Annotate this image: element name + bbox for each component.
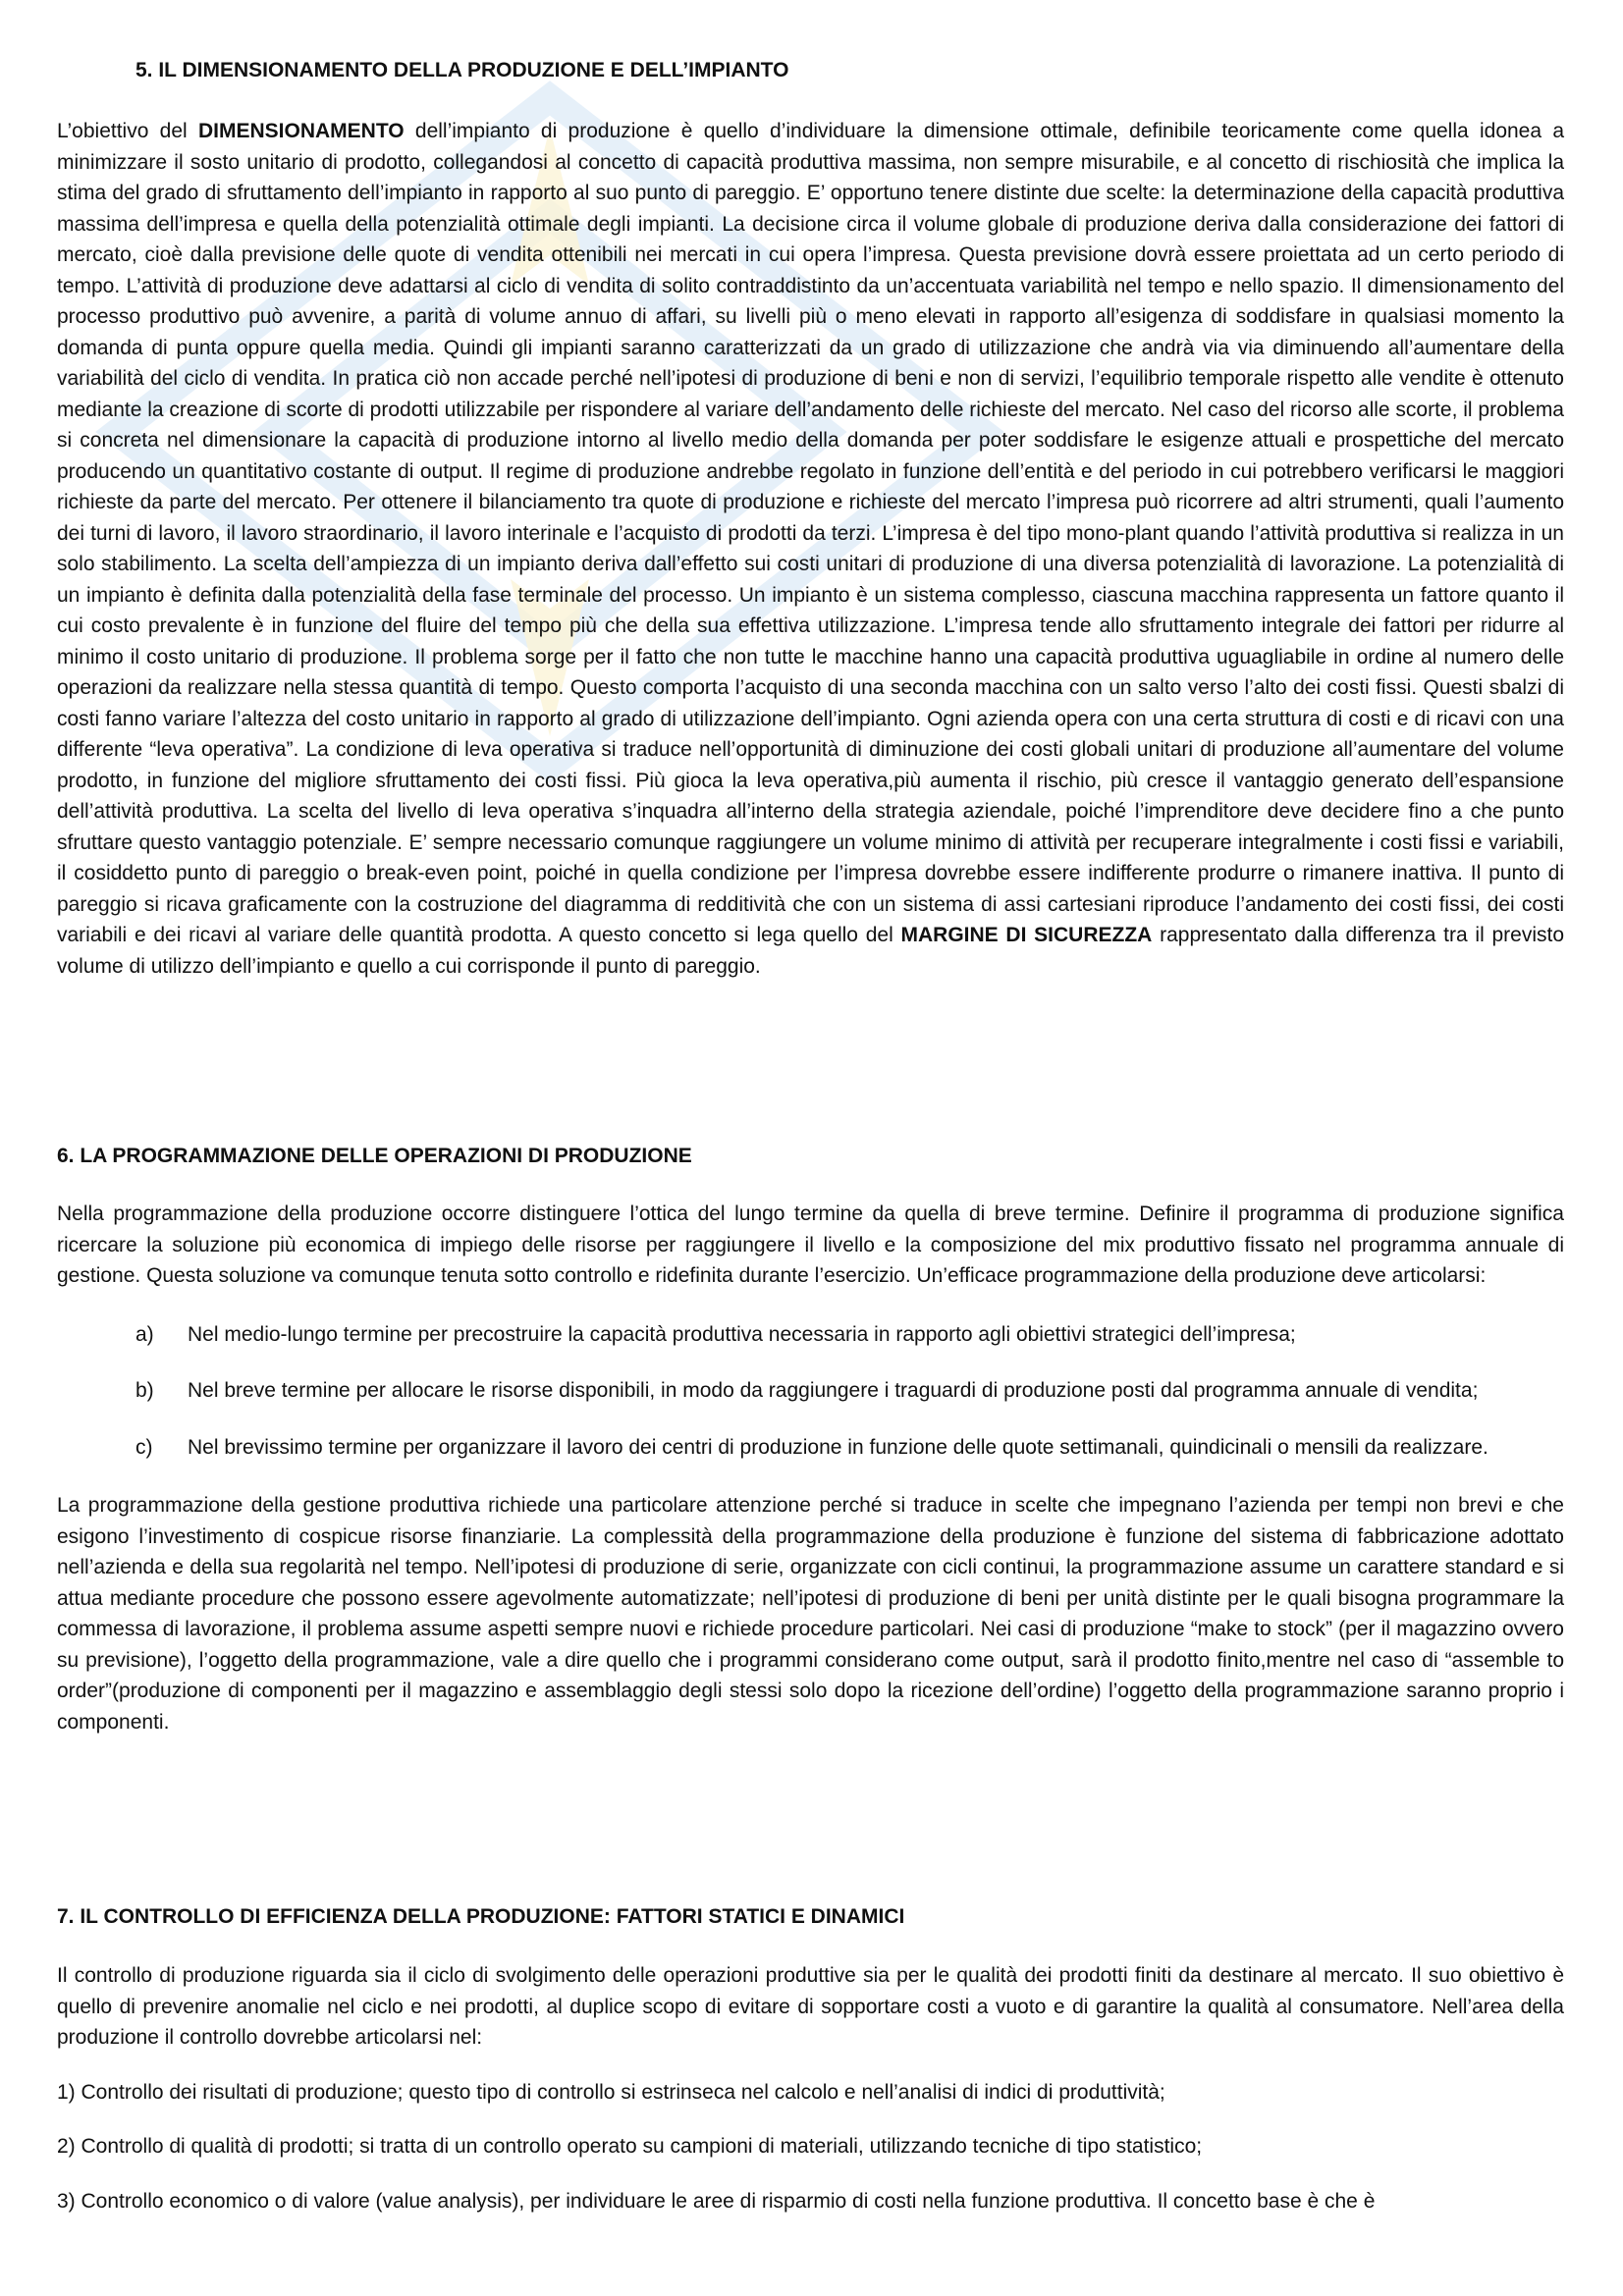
section-6-list bbox=[57, 1319, 1564, 1464]
section-5-body bbox=[57, 116, 1564, 982]
list-text: Nel medio-lungo termine per precostruire la capacità produttiva necessaria in rapporto agli obiettivi strategici dell’impresa; bbox=[188, 1322, 1296, 1346]
section-6-title: 6. LA PROGRAMMAZIONE DELLE OPERAZIONI DI PRODUZIONE bbox=[57, 1145, 692, 1167]
p1-e: rappresentato dalla differenza tra il previsto volume di utilizzo dell’impianto e quello a cui corrisponde il punto di pareggio. bbox=[57, 924, 1565, 978]
list-text: Nel breve termine per allocare le risorse disponibili, in modo da raggiungere i traguardi di produzione posti dal programma annuale di vendita; bbox=[188, 1379, 1479, 1402]
control-point-3: 3) Controllo economico o di valore (value analysis), per individuare le aree di risparmio di costi nella funzione produttiva. Il concetto base è che è bbox=[57, 2189, 1376, 2213]
p1-a: L’obiettivo del bbox=[57, 120, 198, 142]
list-item bbox=[57, 1432, 1564, 1464]
list-marker: b) bbox=[135, 1379, 154, 1402]
list-text: Nel brevissimo termine per organizzare il lavoro dei centri di produzione in funzione delle quote settimanali, quindicinali o mensili da realizzare. bbox=[188, 1435, 1488, 1459]
dimensionamento-term: DIMENSIONAMENTO bbox=[198, 120, 405, 142]
section-6-intro: Nella programmazione della produzione occorre distinguere l’ottica del lungo termine da quella di breve termine. Definire il programma di produzione significa ricercare la soluzione più economica di impiego delle risorse per raggiungere il livello e la composizione del mix produttivo fissato nel programma annuale di gestione. Questa soluzione va comunque tenuta sotto controllo e ridefinita durante l’esercizio. Un’efficace programmazione della produzione deve articolarsi: bbox=[57, 1202, 1564, 1287]
section-7 bbox=[57, 1901, 1564, 1933]
control-point-2: 2) Controllo di qualità di prodotti; si tratta di un controllo operato su campioni di materiali, utilizzando tecniche di tipo statistico; bbox=[57, 2135, 1203, 2158]
section-5 bbox=[57, 55, 1564, 86]
section-6-body bbox=[57, 1199, 1564, 1737]
list-marker: a) bbox=[135, 1322, 154, 1346]
section-7-body bbox=[57, 1960, 1564, 2216]
section-5-paragraph bbox=[57, 116, 1564, 982]
section-7-intro: Il controllo di produzione riguarda sia il ciclo di svolgimento delle operazioni produttive sia per le qualità dei prodotti finiti da destinare al mercato. Il suo obiettivo è quello di prevenire anomalie nel ciclo e nei prodotti, al duplice scopo di evitare di sopportare costi a vuoto e di garantire la qualità al consumatore. Nell’area della produzione il controllo dovrebbe articolarsi nel: bbox=[57, 1964, 1564, 2049]
control-point-1: 1) Controllo dei risultati di produzione; questo tipo di controllo si estrinseca nel calcolo e nell’analisi di indici di produttività; bbox=[57, 2080, 1165, 2104]
section-6 bbox=[57, 1141, 1564, 1172]
section-7-title: 7. IL CONTROLLO DI EFFICIENZA DELLA PRODUZIONE: FATTORI STATICI E DINAMICI bbox=[57, 1905, 905, 1928]
margine-term: MARGINE DI SICUREZZA bbox=[900, 924, 1153, 946]
list-item bbox=[57, 1375, 1564, 1407]
p1-c: dell’impianto di produzione è quello d’individuare la dimensione ottimale, definibile teoricamente come quella idonea a minimizzare il sosto unitario di prodotto, collegandosi al concetto di capacità produttiva massima, non sempre misurabile, e al concetto di rischiosità che implica la stima del grado di sfruttamento dell’impianto in rapporto al suo punto di pareggio. E’ opportuno tenere distinte due scelte: la determinazione della capacità produttiva massima dell’impresa e quella della potenzialità ottimale degli impianti. La decisione circa il volume globale di produzione deriva dalla considerazione dei fattori di mercato, cioè dalla previsione delle quote di vendita ottenibili nei mercati in cui opera l’impresa. Questa previsione dovrà essere proiettata ad un certo periodo di tempo. L’attività di produzione deve adattarsi al ciclo di vendita di solito contraddistinto da un’accentuata variabilità nel tempo e nello spazio. Il dimensionamento del processo produttivo può avvenire, a parità di volume annuo di affari, su livelli più o meno elevati in rapporto all’esigenza di soddisfare in qualsiasi momento la domanda di punta oppure quella media. Quindi gli impianti saranno caratterizzati da un grado di utilizzazione che andrà via via diminuendo all’aumentare della variabilità del ciclo di vendita. In pratica ciò non accade perché nell’ipotesi di produzione di beni e non di servizi, l’equilibrio temporale rispetto alle vendite è ottenuto mediante la creazione di scorte di prodotti utilizzabile per rispondere al variare dell’andamento delle richieste del mercato. Nel caso del ricorso alle scorte, il problema si concreta nel dimensionare la capacità di produzione intorno al livello medio della domanda per poter soddisfare le esigenze attuali e prospettiche del mercato producendo un quantitativo costante di output. Il regime di produzione andrebbe regolato in funzione dell’entità e del periodo in cui potrebbero verificarsi le maggiori richieste da parte del mercato. Per ottenere il bilanciamento tra quote di produzione e richieste del mercato l’impresa può ricorrere ad altri strumenti, quali l’aumento dei turni di lavoro, il lavoro straordinario, il lavoro interinale e l’acquisto di prodotti da terzi. L’impresa è del tipo mono-plant quando l’attività produttiva si realizza in un solo stabilimento. La scelta dell’ampiezza di un impianto deriva dall’effetto sui costi unitari di produzione di una diversa potenzialità di lavorazione. La potenzialità di un impianto è definita dalla potenzialità della fase terminale del processo. Un impianto è un sistema complesso, ciascuna macchina rappresenta un fattore quanto il cui costo prevalente è in funzione del fluire del tempo più che della sua effettiva utilizzazione. L’impresa tende allo sfruttamento integrale dei fattori per ridurre al minimo il costo unitario di produzione. Il problema sorge per il fatto che non tutte le macchine hanno una capacità produttiva uguagliabile in ordine al numero delle operazioni da realizzare nella stessa quantità di tempo. Questo comporta l’acquisto di una seconda macchina con un salto verso l’alto dei costi fissi. Questi sbalzi di costi fanno variare l’altezza del costo unitario in rapporto al grado di utilizzazione dell’impianto. Ogni azienda opera con una certa struttura di costi e di ricavi con una differente “leva operativa”. La condizione di leva operativa si traduce nell’opportunità di diminuzione dei costi globali unitari di produzione all’aumentare del volume prodotto, in funzione del migliore sfruttamento dei costi fissi. Più gioca la leva operativa,più aumenta il rischio, più cresce il vantaggio generato dell’espansione dell’attività produttiva. La scelta del livello di leva operativa s’inquadra all’interno della strategia aziendale, poiché l’imprenditore deve decidere fino a che punto sfruttare questo vantaggio potenziale. E’ sempre necessario comunque raggiungere un volume minimo di attività per recuperare integralmente i costi fissi e variabili, il cosiddetto punto di pareggio o break-even point, poiché in quella condizione per l’impresa dovrebbe essere indifferente produrre o rimanere inattiva. Il punto di pareggio si ricava graficamente con la costruzione del diagramma di redditività che con un sistema di assi cartesiani riproduce l’andamento dei costi fissi, dei costi variabili e dei ricavi al variare delle quantità prodotta. A questo concetto si lega quello del bbox=[57, 120, 1564, 946]
section-5-title: 5. IL DIMENSIONAMENTO DELLA PRODUZIONE E DELL’IMPIANTO bbox=[135, 59, 789, 81]
section-6-closing: La programmazione della gestione produttiva richiede una particolare attenzione perché si traduce in scelte che impegnano l’azienda per tempi non brevi e che esigono l’investimento di cospicue risorse finanziarie. La complessità della programmazione della produzione è funzione del sistema di fabbricazione adottato nell’azienda e della sua regolarità nel tempo. Nell’ipotesi di produzione di serie, organizzate con cicli continui, la programmazione assume un carattere standard e si attua mediante procedure che possono essere agevolmente automatizzate; nell’ipotesi di produzione di beni per unità distinte per le quali bisogna programmare la commessa di lavorazione, il problema assume aspetti sempre nuovi e richiede procedure particolari. Nei casi di produzione “make to stock” (per il magazzino ovvero su previsione), l’oggetto della programmazione, vale a dire quello che i programmi considerano come output, sarà il prodotto finito,mentre nel caso di “assemble to order”(produzione di componenti per il magazzino e assemblaggio degli stessi solo dopo la ricezione dell’ordine) l’oggetto della programmazione saranno proprio i componenti. bbox=[57, 1494, 1564, 1734]
list-marker: c) bbox=[135, 1435, 153, 1459]
list-item bbox=[57, 1319, 1564, 1351]
